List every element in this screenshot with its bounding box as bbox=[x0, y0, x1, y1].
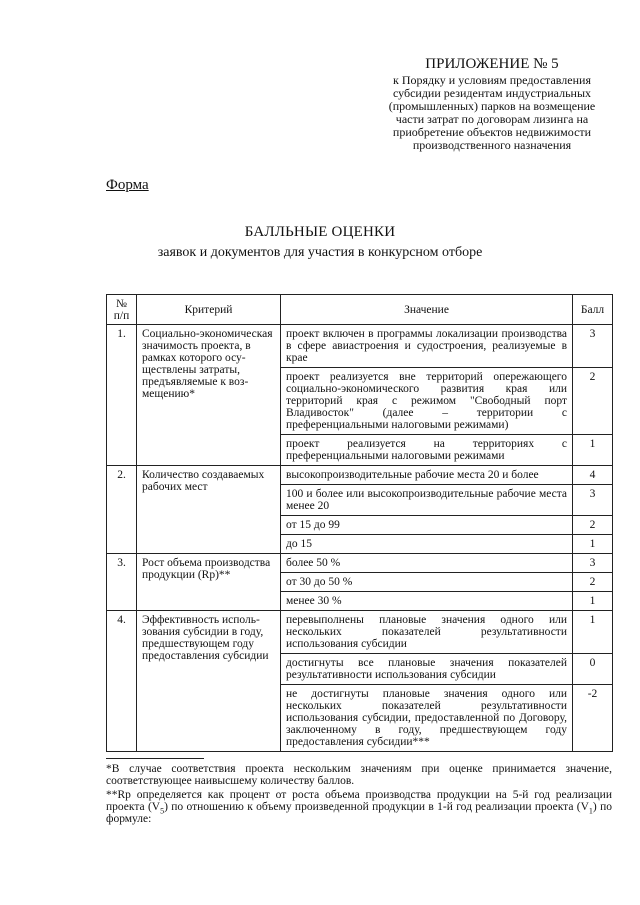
footnote-2-sub-2: 1 bbox=[588, 806, 593, 816]
row-value: высокопроизводительные рабочие места 20 и более bbox=[281, 466, 573, 485]
row-num: 2. bbox=[107, 466, 137, 554]
row-criterion: Эффективность использования субсидии в году, предшествующем году предоставления субсидии bbox=[137, 611, 281, 752]
row-score: 2 bbox=[573, 573, 613, 592]
row-score: 1 bbox=[573, 611, 613, 654]
table-header-row bbox=[107, 295, 613, 325]
row-value: менее 30 % bbox=[281, 592, 573, 611]
row-num: 3. bbox=[107, 554, 137, 611]
scoring-table bbox=[106, 294, 613, 752]
appendix-line: субсидии резидентам индустриальных bbox=[392, 86, 592, 100]
row-value: 100 и более или высокопроизводительные рабочие места менее 20 bbox=[281, 485, 573, 516]
row-value: достигнуты все плановые значения показателей результативности использования субсидии bbox=[281, 654, 573, 685]
appendix-line: производственного назначения bbox=[412, 138, 572, 152]
header-score: Балл bbox=[573, 295, 613, 325]
footnote-2-text-a: **Rp определяется как процент от роста объема производства продукции на 5-й год реализации проекта (V bbox=[106, 789, 612, 813]
row-score: 1 bbox=[573, 535, 613, 554]
appendix-title: ПРИЛОЖЕНИЕ № 5 bbox=[425, 56, 559, 72]
footnote-2 bbox=[106, 789, 612, 825]
row-value: не достигнуты плановые значения одного или нескольких показателей результативности использования субсидии, предоставленной по Договору, заключенному в году, предшествующем году предоставления субсидии*** bbox=[281, 685, 573, 752]
row-score: 3 bbox=[573, 554, 613, 573]
row-score: 3 bbox=[573, 325, 613, 368]
row-score: 4 bbox=[573, 466, 613, 485]
appendix-line: приобретение объектов недвижимости bbox=[392, 125, 592, 139]
row-value: проект реализуется на территориях с преференциальными налоговыми режимами bbox=[281, 435, 573, 466]
row-value: от 30 до 50 % bbox=[281, 573, 573, 592]
header-value: Значение bbox=[281, 295, 573, 325]
footnote-2-text-b: ) по отношению к объему произведенной продукции в 1-й год реализации проекта (V bbox=[164, 801, 589, 813]
row-num: 4. bbox=[107, 611, 137, 752]
table-row bbox=[107, 325, 613, 368]
footnote-divider bbox=[106, 758, 204, 759]
document-subtitle: заявок и документов для участия в конкурсном отборе bbox=[157, 245, 483, 260]
footnote-1: *В случае соответствия проекта нескольким значениям при оценке принимается значение, соответствующее наивысшему количеству баллов. bbox=[106, 763, 612, 787]
row-score: 2 bbox=[573, 368, 613, 435]
row-score: 2 bbox=[573, 516, 613, 535]
row-value: перевыполнены плановые значения одного или нескольких показателей результативности использования субсидии bbox=[281, 611, 573, 654]
row-score: 1 bbox=[573, 435, 613, 466]
row-score: 0 bbox=[573, 654, 613, 685]
appendix-header bbox=[360, 55, 624, 152]
row-value: более 50 % bbox=[281, 554, 573, 573]
appendix-text bbox=[360, 74, 624, 152]
appendix-line: части затрат по договорам лизинга на bbox=[395, 112, 589, 126]
row-score: 1 bbox=[573, 592, 613, 611]
row-criterion: Количество создаваемых рабочих мест bbox=[137, 466, 281, 554]
row-criterion: Социально-экономическая значимость проекта, в рамках которого осуществлены затраты, предъявляемые к возмещению* bbox=[137, 325, 281, 466]
table-row bbox=[107, 611, 613, 654]
document-title: БАЛЛЬНЫЕ ОЦЕНКИ bbox=[244, 224, 396, 240]
row-criterion: Рост объема производства продукции (Rp)** bbox=[137, 554, 281, 611]
row-value: до 15 bbox=[281, 535, 573, 554]
appendix-line: к Порядку и условиям предоставления bbox=[393, 73, 591, 87]
table-row bbox=[107, 554, 613, 573]
form-label: Форма bbox=[106, 177, 149, 193]
appendix-line: (промышленных) парков на возмещение bbox=[388, 99, 596, 113]
row-value: от 15 до 99 bbox=[281, 516, 573, 535]
row-value: проект реализуется вне территорий опережающего социально-экономического развития края или территорий края с режимом "Свободный порт Владивосток" (далее – территории с преференциальными налоговыми режимами) bbox=[281, 368, 573, 435]
header-criterion: Критерий bbox=[137, 295, 281, 325]
row-value: проект включен в программы локализации производства в сфере авиастроения и судостроения, реализуемые в крае bbox=[281, 325, 573, 368]
row-score: 3 bbox=[573, 485, 613, 516]
footnote-2-text-c: ) по формуле: bbox=[106, 801, 612, 825]
row-num: 1. bbox=[107, 325, 137, 466]
row-score: -2 bbox=[573, 685, 613, 752]
table-row bbox=[107, 466, 613, 485]
header-num: № п/п bbox=[107, 295, 137, 325]
footnote-2-sub-1: 5 bbox=[160, 806, 165, 816]
